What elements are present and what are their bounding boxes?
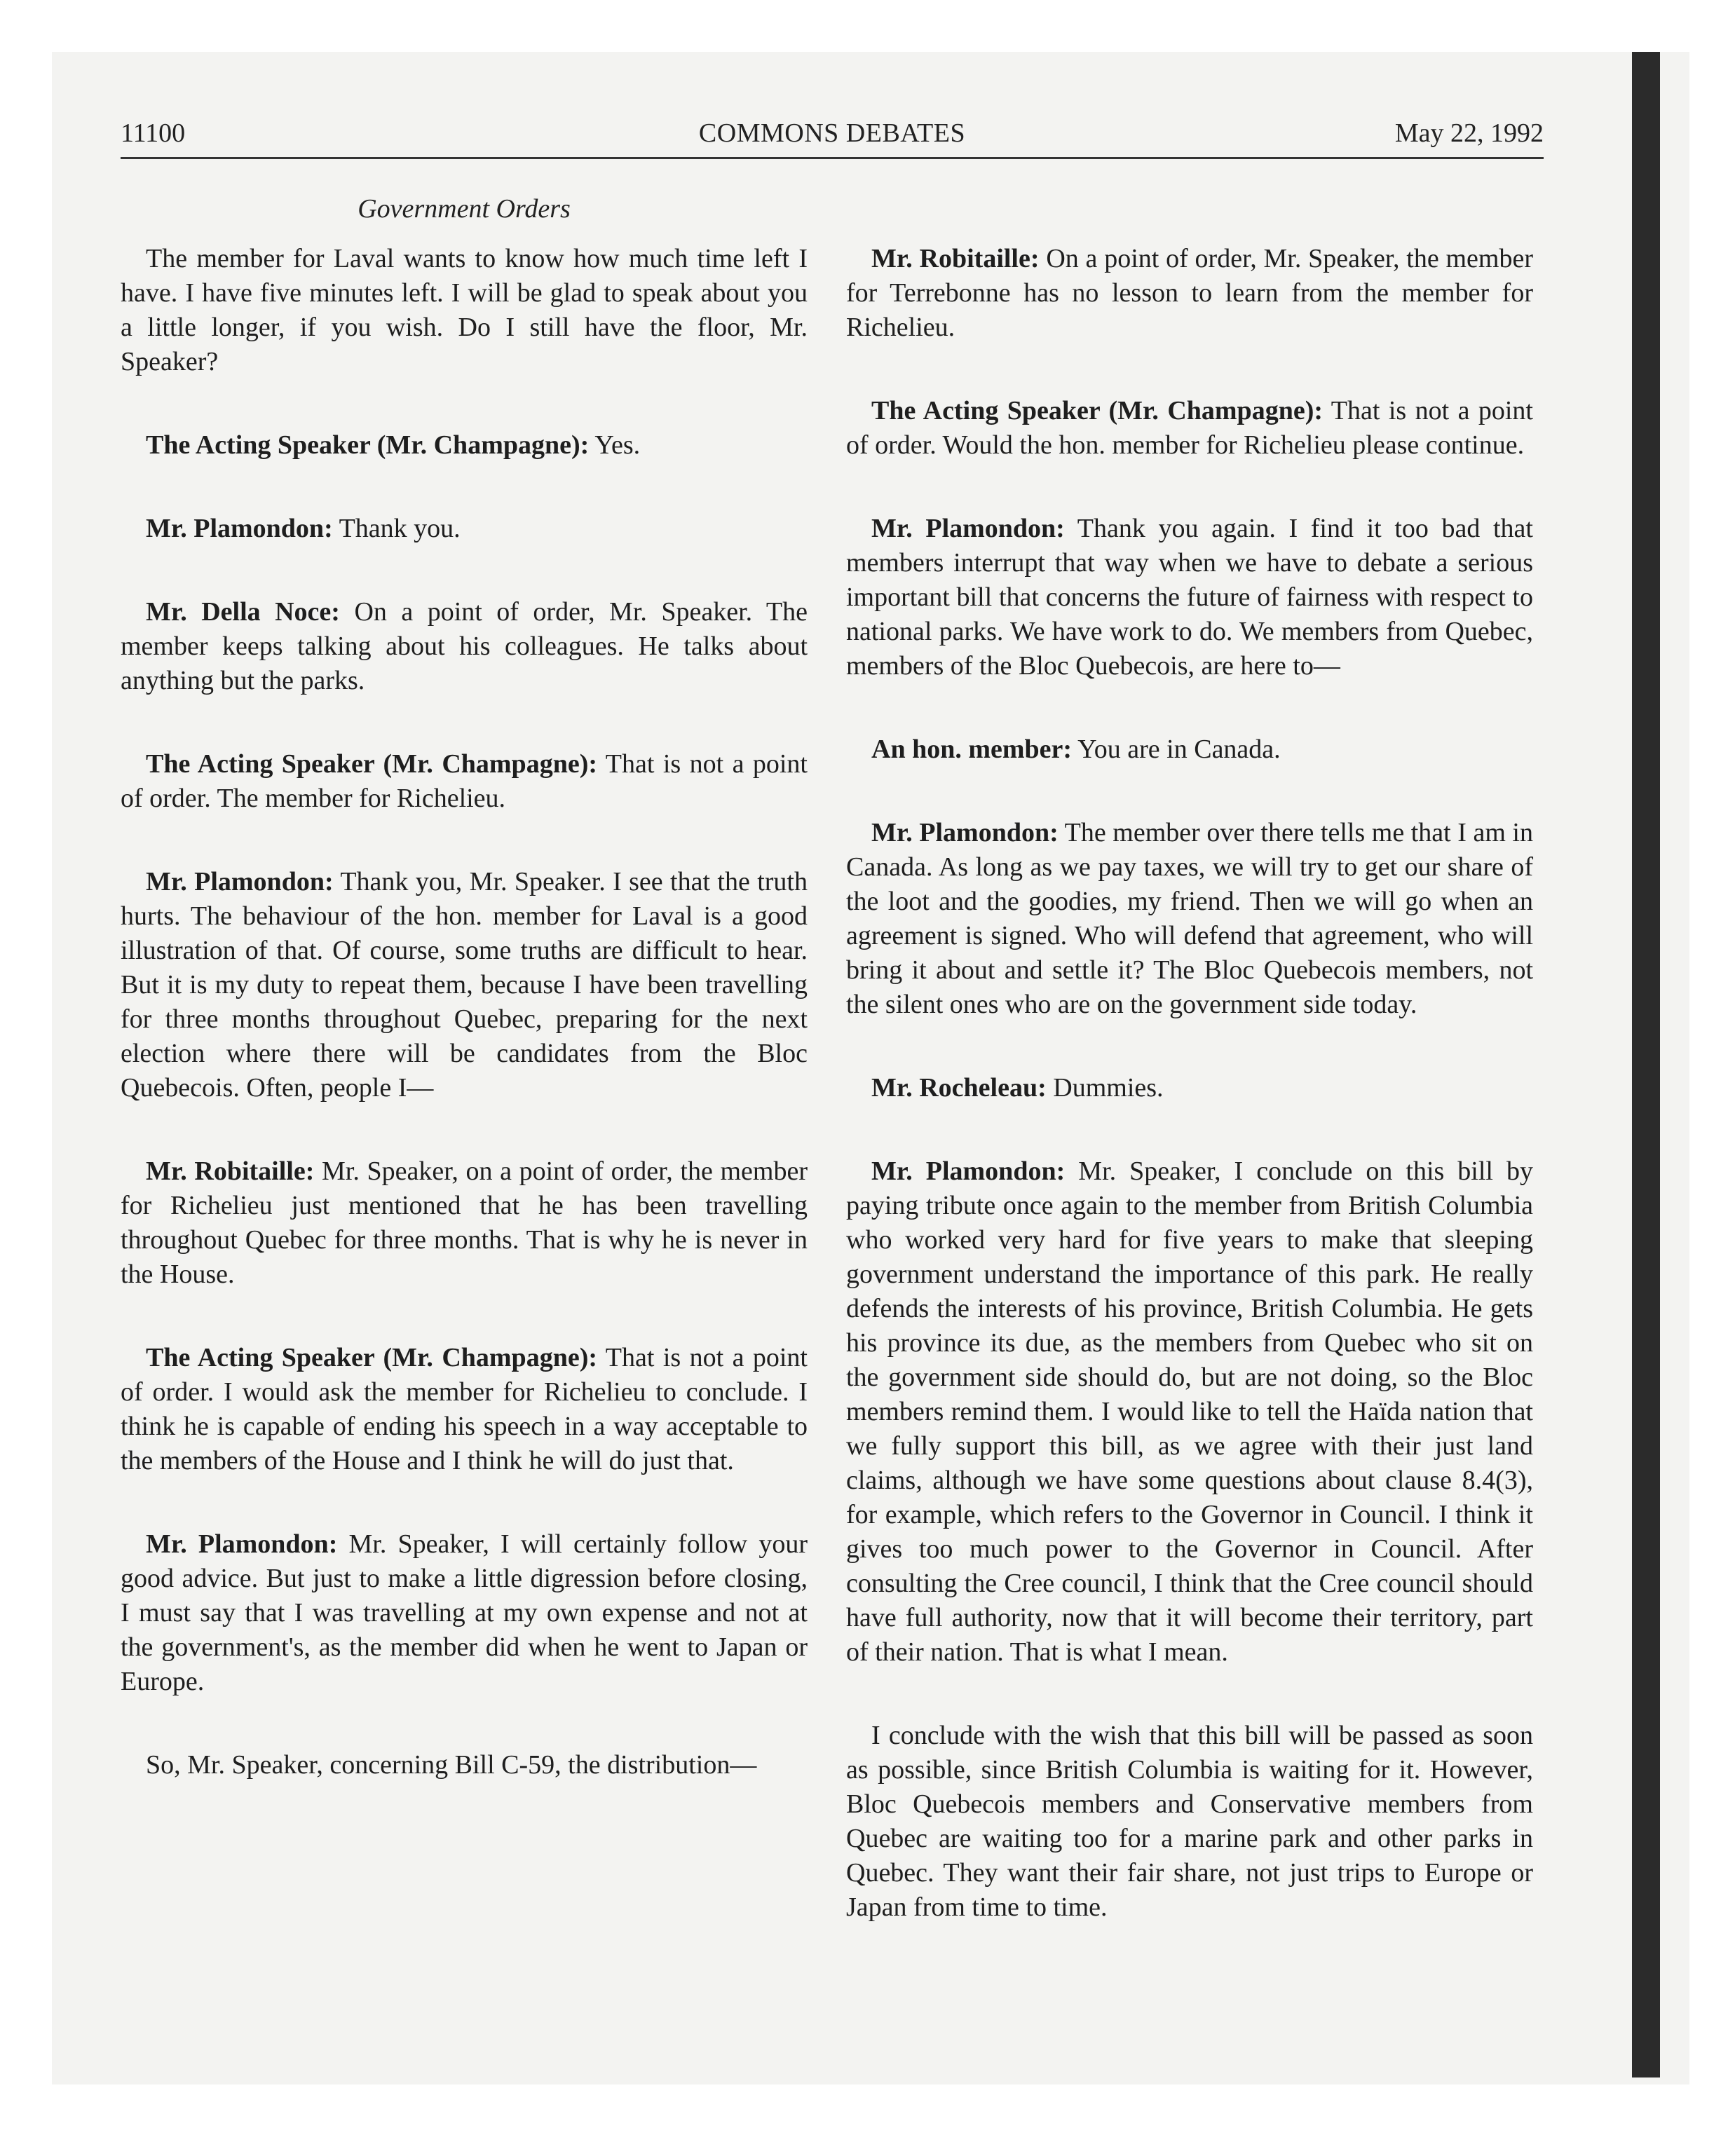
speaker-name: Mr. Plamondon:: [146, 867, 334, 896]
speech-text: That is not a point of order. The member for Richelieu.: [121, 749, 808, 813]
header-rule: [121, 157, 1544, 159]
speech-text: Mr. Speaker, on a point of order, the member for Richelieu just mentioned that he has been travelling throughout Quebec for three months. That is why he is never in the House.: [121, 1157, 808, 1289]
speech-paragraph: [846, 242, 1533, 345]
right-column: [846, 242, 1533, 1974]
speech-text: You are in Canada.: [1077, 735, 1281, 764]
speech-text: The member over there tells me that I am in Canada. As long as we pay taxes, we will try to get our share of the loot and the goodies, my friend. Then we will go when an agreement is signed. Who will defend that agreement, who will bring it about and settle it? The Bloc Quebecois members, not the silent ones who are on the government side today.: [846, 818, 1533, 1019]
speaker-name: The Acting Speaker (Mr. Champagne):: [146, 749, 597, 779]
speaker-name: The Acting Speaker (Mr. Champagne):: [146, 1343, 597, 1372]
page-header: [121, 118, 1544, 157]
speech-text: On a point of order, Mr. Speaker, the member for Terrebonne has no lesson to learn from the member for Richelieu.: [846, 244, 1533, 342]
speech-text: That is not a point of order. I would ask the member for Richelieu to conclude. I think he is capable of ending his speech in a way acceptable to the members of the House and I think he will do just that.: [121, 1343, 808, 1475]
publication-title: COMMONS DEBATES: [698, 118, 966, 148]
speech-paragraph: [121, 747, 808, 816]
page-number: 11100: [121, 118, 186, 148]
speech-text: Mr. Speaker, I will certainly follow your good advice. But just to make a little digression before closing, I must say that I was travelling at my own expense and not at the government's, as the member did when he went to Japan or Europe.: [121, 1529, 808, 1696]
speech-text: Thank you, Mr. Speaker. I see that the truth hurts. The behaviour of the hon. member for Laval is a good illustration of that. Of course, some truths are difficult to hear. But it is my duty to repeat them, because I have been travelling for three months throughout Quebec, preparing for the next election where there will be candidates from the Bloc Quebecois. Often, people I—: [121, 867, 808, 1103]
speech-paragraph: [121, 595, 808, 698]
speaker-name: An hon. member:: [871, 735, 1073, 764]
speaker-name: Mr. Della Noce:: [146, 597, 340, 627]
speech-text: The member for Laval wants to know how much time left I have. I have five minutes left. I will be glad to speak about you a little longer, if you wish. Do I still have the floor, Mr. Speaker?: [121, 244, 808, 376]
speaker-name: Mr. Plamondon:: [871, 818, 1059, 847]
speech-paragraph: [846, 512, 1533, 683]
speaker-name: Mr. Plamondon:: [871, 514, 1065, 543]
speaker-name: Mr. Robitaille:: [146, 1157, 315, 1186]
speech-text: That is not a point of order. Would the hon. member for Richelieu please continue.: [846, 396, 1533, 460]
speech-paragraph: [121, 1748, 808, 1782]
speech-paragraph: [846, 1719, 1533, 1925]
speech-text: Thank you.: [339, 514, 461, 543]
speech-text: So, Mr. Speaker, concerning Bill C-59, the distribution—: [146, 1750, 757, 1780]
speech-paragraph: [121, 512, 808, 546]
speech-paragraph: [846, 816, 1533, 1022]
speaker-name: Mr. Robitaille:: [871, 244, 1040, 273]
speaker-name: Mr. Plamondon:: [146, 514, 333, 543]
speech-text: On a point of order, Mr. Speaker. The member keeps talking about his colleagues. He talks about anything but the parks.: [121, 597, 808, 695]
speech-text: Dummies.: [1053, 1073, 1164, 1103]
speech-paragraph: [121, 242, 808, 379]
speech-paragraph: [121, 865, 808, 1105]
left-column: [121, 242, 808, 1831]
speech-paragraph: [846, 1154, 1533, 1670]
speech-paragraph: [846, 1071, 1533, 1105]
speech-paragraph: [121, 1341, 808, 1478]
speech-text: I conclude with the wish that this bill will be passed as soon as possible, since British Columbia is waiting for it. However, Bloc Quebecois members and Conservative members from Quebec are waiting too for a marine park and other parks in Quebec. They want their fair share, not just trips to Europe or Japan from time to time.: [846, 1721, 1533, 1922]
speaker-name: Mr. Plamondon:: [146, 1529, 338, 1559]
speaker-name: The Acting Speaker (Mr. Champagne):: [871, 396, 1323, 425]
speaker-name: The Acting Speaker (Mr. Champagne):: [146, 430, 590, 460]
speech-paragraph: [846, 394, 1533, 463]
speech-paragraph: [846, 732, 1533, 767]
speech-paragraph: [121, 428, 808, 463]
speech-paragraph: [121, 1154, 808, 1292]
speech-paragraph: [121, 1527, 808, 1699]
speaker-name: Mr. Plamondon:: [871, 1157, 1066, 1186]
section-title: Government Orders: [358, 194, 571, 224]
speech-text: Mr. Speaker, I conclude on this bill by paying tribute once again to the member from British Columbia who worked very hard for five years to make that sleeping government understand the importance of this park. He really defends the interests of his province, British Columbia. He gets his province its due, as the members from Quebec who sit on the government side should do, but are not doing, so the Bloc members remind them. I would like to tell the Haïda nation that we fully support this bill, as we agree with their just land claims, although we have some questions about clause 8.4(3), for example, which refers to the Governor in Council. I think it gives too much power to the Governor in Council. After consulting the Cree council, I think that the Cree council should have full authority, now that it will become their territory, part of their nation. That is what I mean.: [846, 1157, 1534, 1667]
speaker-name: Mr. Rocheleau:: [871, 1073, 1047, 1103]
binding-edge: [1632, 52, 1660, 2077]
publication-date: May 22, 1992: [1394, 118, 1544, 148]
speech-text: Thank you again. I find it too bad that members interrupt that way when we have to debate a serious important bill that concerns the future of fairness with respect to national parks. We have work to do. We members from Quebec, members of the Bloc Quebecois, are here to—: [846, 514, 1533, 681]
speech-text: Yes.: [594, 430, 641, 460]
